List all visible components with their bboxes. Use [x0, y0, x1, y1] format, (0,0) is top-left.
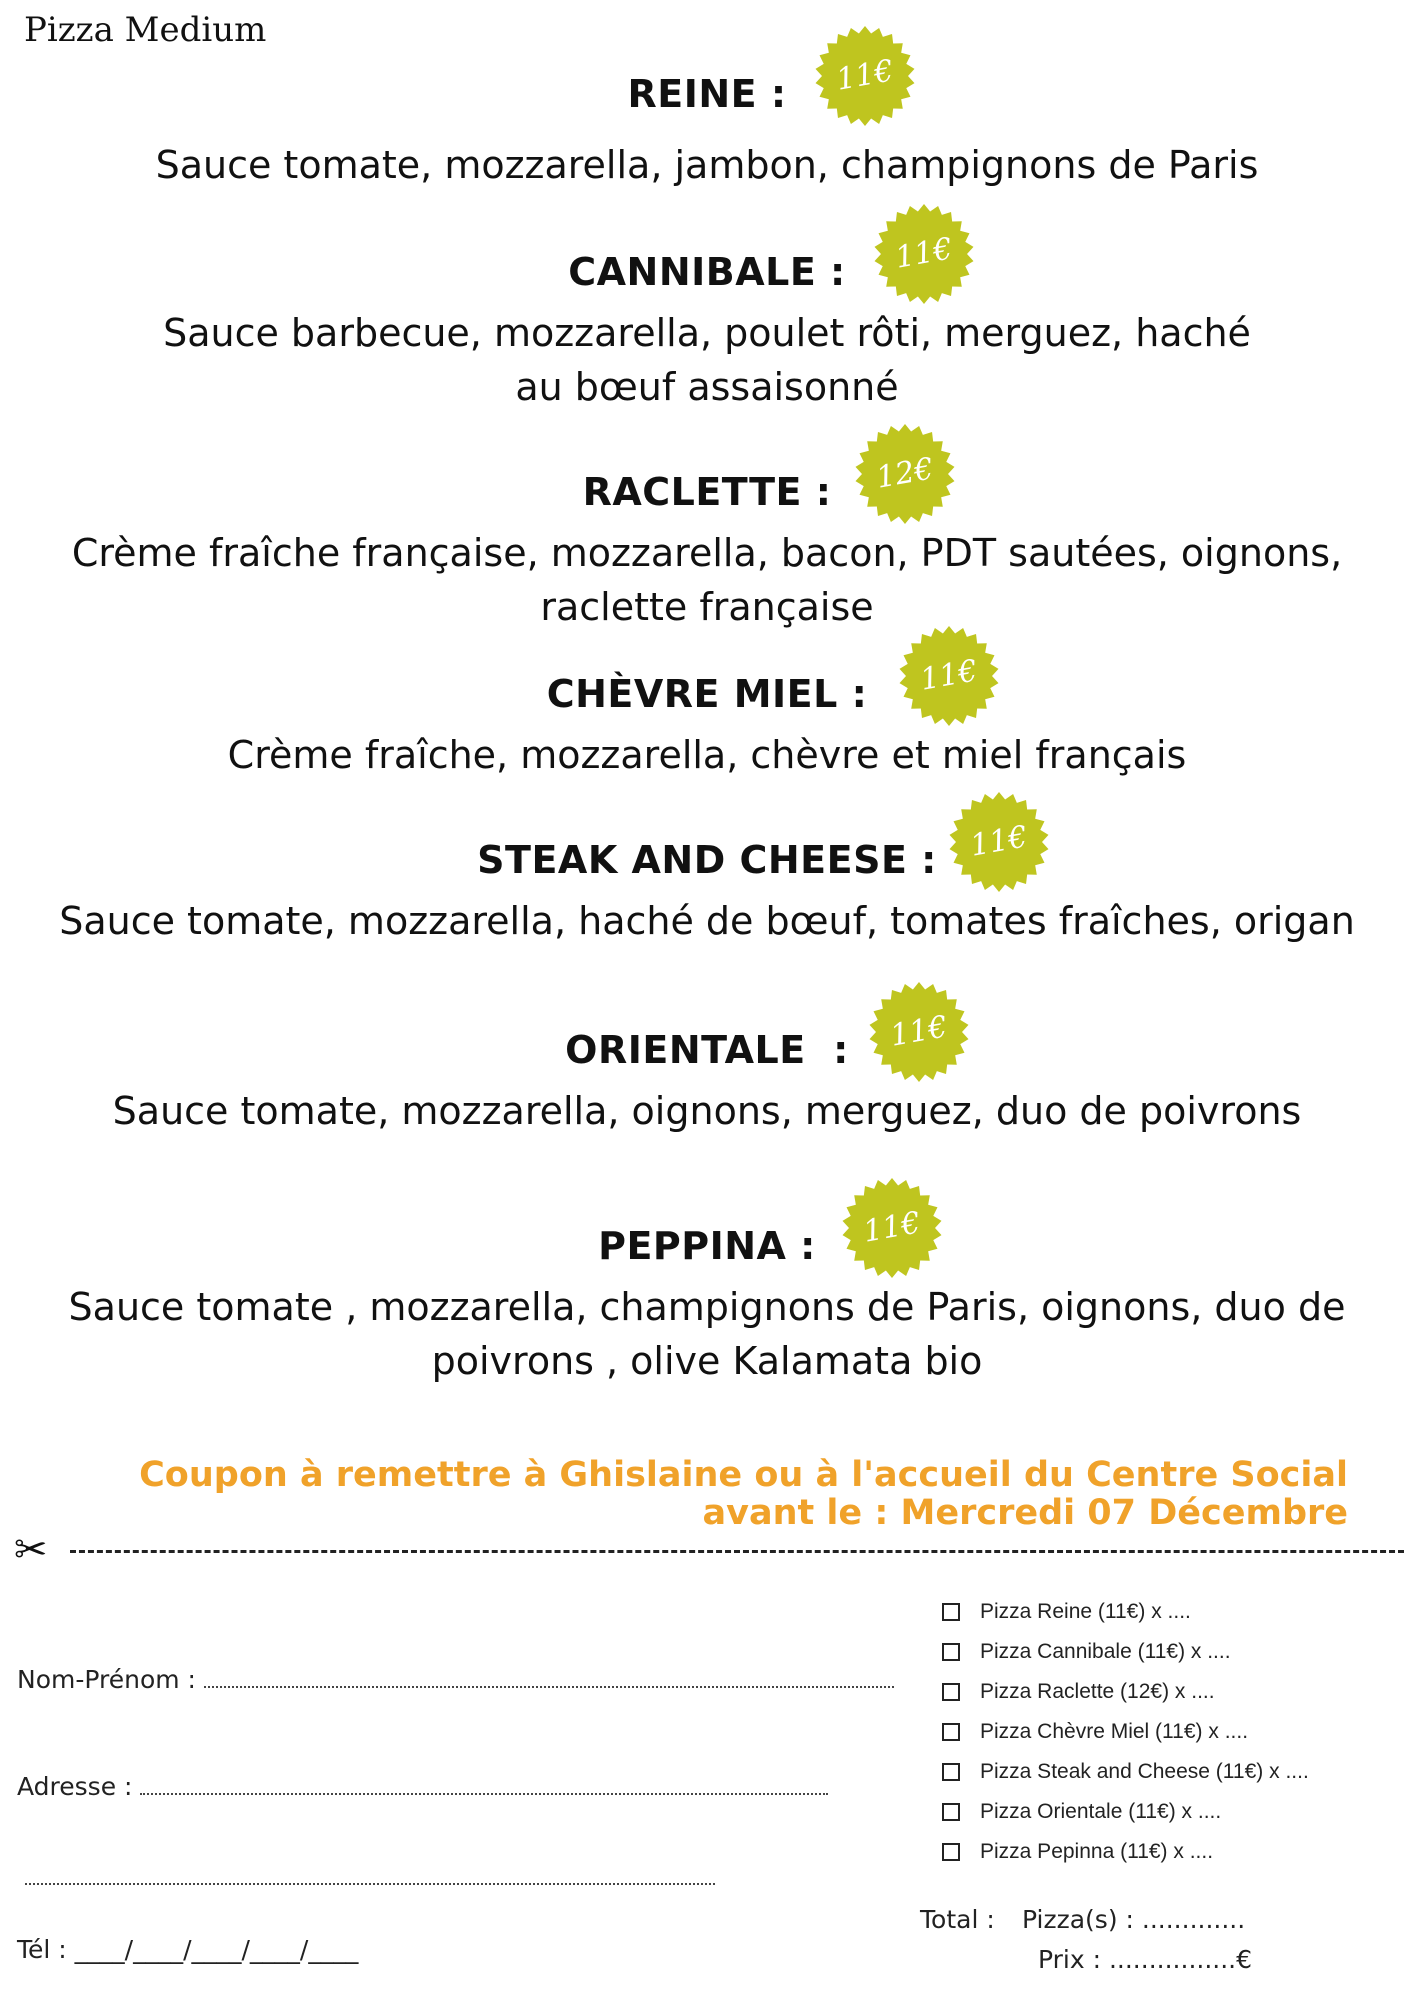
- dashed-divider: [70, 1550, 1404, 1553]
- order-item-pepinna[interactable]: [942, 1832, 1309, 1872]
- total-label: Total :: [920, 1905, 995, 1934]
- price-badge: [840, 1176, 944, 1280]
- checkbox-icon[interactable]: [942, 1723, 960, 1741]
- order-item-label: Pizza Chèvre Miel (11€) x ....: [980, 1720, 1249, 1743]
- cut-line: [14, 1528, 1404, 1572]
- checkbox-icon[interactable]: [942, 1603, 960, 1621]
- coupon-notice: [139, 1456, 1348, 1532]
- price-value: 11€: [892, 231, 955, 276]
- pizza-name: STEAK AND CHEESE :: [477, 838, 937, 882]
- name-label: Nom-Prénom :: [17, 1665, 196, 1694]
- order-item-reine[interactable]: [942, 1592, 1309, 1632]
- order-item-raclette[interactable]: [942, 1672, 1309, 1712]
- price-badge: [947, 790, 1051, 894]
- order-item-label: Pizza Reine (11€) x ....: [980, 1600, 1191, 1623]
- order-item-label: Pizza Raclette (12€) x ....: [980, 1680, 1215, 1703]
- price-badge: [872, 202, 976, 306]
- address-field[interactable]: [17, 1772, 828, 1801]
- phone-field[interactable]: [17, 1935, 358, 1964]
- pizza-peppina: [0, 1205, 1414, 1388]
- address-dotted-line: [140, 1791, 828, 1795]
- coupon-notice-line: avant le : Mercredi 07 Décembre: [702, 1493, 1348, 1533]
- pizza-description-line: Sauce tomate, mozzarella, jambon, champignons de Paris: [155, 143, 1259, 187]
- price-value: 11€: [860, 1205, 924, 1250]
- total-pizzas-field[interactable]: Pizza(s) : .............: [1022, 1905, 1246, 1934]
- price-badge: [867, 980, 971, 1084]
- order-item-orientale[interactable]: [942, 1792, 1309, 1832]
- order-item-steak-and-cheese[interactable]: [942, 1752, 1309, 1792]
- order-item-label: Pizza Steak and Cheese (11€) x ....: [980, 1760, 1309, 1783]
- coupon-notice-line: Coupon à remettre à Ghislaine ou à l'accueil du Centre Social: [139, 1455, 1348, 1495]
- pizza-chevre-miel: [0, 653, 1414, 782]
- pizza-orientale: [0, 1009, 1414, 1138]
- pizza-description-line: au bœuf assaisonné: [515, 365, 899, 409]
- pizza-description-line: poivrons , olive Kalamata bio: [431, 1339, 983, 1383]
- pizza-description-line: Crème fraîche, mozzarella, chèvre et miel français: [227, 733, 1187, 777]
- pizza-cannibale: [0, 231, 1414, 414]
- order-item-label: Pizza Cannibale (11€) x ....: [980, 1640, 1231, 1663]
- page-title: Pizza Medium: [24, 10, 267, 50]
- pizza-steak-and-cheese: [0, 819, 1414, 948]
- pizza-name: CHÈVRE MIEL :: [546, 672, 868, 716]
- pizza-name: REINE :: [627, 72, 787, 116]
- price-value: 12€: [874, 451, 937, 496]
- price-badge: [853, 422, 957, 526]
- pizza-description-line: raclette française: [540, 585, 874, 629]
- address-line-2[interactable]: [25, 1862, 715, 1891]
- pizza-reine: [0, 53, 1414, 192]
- pizza-description-line: Sauce tomate , mozzarella, champignons de Paris, oignons, duo de: [68, 1285, 1346, 1329]
- pizza-name: CANNIBALE :: [568, 250, 846, 294]
- pizza-description-line: Crème fraîche française, mozzarella, bacon, PDT sautées, oignons,: [71, 531, 1343, 575]
- total-price-field[interactable]: Prix : ................€: [1038, 1945, 1253, 1974]
- pizza-name: PEPPINA :: [598, 1224, 816, 1268]
- checkbox-icon[interactable]: [942, 1683, 960, 1701]
- address-dotted-line-2: [25, 1881, 715, 1885]
- order-item-label: Pizza Orientale (11€) x ....: [980, 1800, 1222, 1823]
- price-badge: [897, 624, 1001, 728]
- price-value: 11€: [967, 819, 1030, 864]
- pizza-name: RACLETTE :: [582, 470, 832, 514]
- price-value: 11€: [917, 653, 981, 698]
- order-item-chevre-miel[interactable]: [942, 1712, 1309, 1752]
- price-value: 11€: [833, 53, 896, 98]
- order-checklist: [942, 1592, 1309, 1872]
- order-item-cannibale[interactable]: [942, 1632, 1309, 1672]
- phone-label: Tél : ____/____/____/____/____: [17, 1935, 359, 1964]
- checkbox-icon[interactable]: [942, 1803, 960, 1821]
- price-value: 11€: [887, 1009, 950, 1054]
- checkbox-icon[interactable]: [942, 1763, 960, 1781]
- pizza-description-line: Sauce tomate, mozzarella, oignons, merguez, duo de poivrons: [112, 1089, 1302, 1133]
- pizza-name: ORIENTALE :: [565, 1028, 849, 1072]
- order-item-label: Pizza Pepinna (11€) x ....: [980, 1840, 1214, 1863]
- pizza-description-line: Sauce tomate, mozzarella, haché de bœuf, tomates fraîches, origan: [59, 899, 1355, 943]
- name-field[interactable]: [17, 1665, 894, 1694]
- pizza-description-line: Sauce barbecue, mozzarella, poulet rôti, merguez, haché: [163, 311, 1251, 355]
- price-badge: [813, 24, 917, 128]
- pizza-raclette: [0, 451, 1414, 634]
- checkbox-icon[interactable]: [942, 1643, 960, 1661]
- scissors-icon: ✂: [14, 1527, 48, 1573]
- name-dotted-line: [204, 1684, 894, 1688]
- checkbox-icon[interactable]: [942, 1843, 960, 1861]
- address-label: Adresse :: [17, 1772, 133, 1801]
